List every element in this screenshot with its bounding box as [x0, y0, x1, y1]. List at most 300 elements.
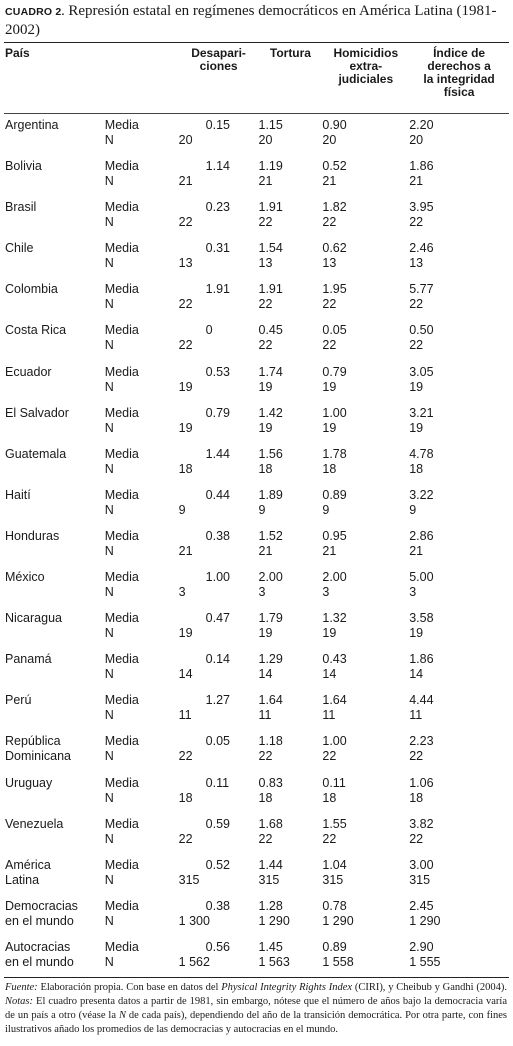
table-row	[4, 402, 509, 443]
mean-value: 1.04	[322, 857, 347, 872]
mean-value: 0.38	[205, 528, 230, 543]
mean-value: 1.18	[258, 734, 283, 749]
mean-value: 1.91	[258, 200, 283, 215]
header-tortura: Tortura	[269, 46, 311, 60]
value-cell	[322, 734, 409, 771]
n-value: 22	[258, 831, 273, 846]
stat-label-n: N	[104, 913, 114, 928]
mean-value: 1.91	[205, 282, 230, 297]
n-value: 22	[322, 215, 337, 230]
stat-label-n: N	[104, 543, 114, 558]
value-cell	[179, 323, 259, 360]
value-cell	[322, 488, 409, 525]
stat-label-mean: Media	[104, 939, 139, 954]
value-cell	[259, 159, 323, 196]
mean-value: 1.95	[322, 282, 347, 297]
value-cell	[322, 858, 409, 895]
stat-label-mean: Media	[104, 611, 139, 626]
stat-label-n: N	[104, 502, 114, 517]
n-value: 1 290	[258, 913, 290, 928]
stat-labels	[105, 776, 179, 813]
country-name: El Salvador	[5, 405, 69, 420]
n-value: 13	[178, 256, 193, 271]
mean-value: 5.00	[409, 570, 434, 585]
value-cell	[409, 570, 509, 607]
table-row	[4, 278, 509, 319]
value-cell	[259, 652, 323, 689]
n-value: 22	[258, 749, 273, 764]
mean-value: 3.82	[409, 816, 434, 831]
value-cell	[179, 776, 259, 813]
mean-value: 2.00	[258, 570, 283, 585]
value-cell	[179, 241, 259, 278]
mean-value: 0.83	[258, 775, 283, 790]
value-cell	[322, 323, 409, 360]
n-value: 22	[409, 297, 424, 312]
country-name: México	[5, 570, 45, 585]
stat-label-mean: Media	[104, 898, 139, 913]
country-name: Chile	[5, 241, 34, 256]
n-value: 19	[258, 379, 273, 394]
n-value: 22	[178, 831, 193, 846]
value-cell	[409, 200, 509, 237]
value-cell	[409, 652, 509, 689]
value-cell	[259, 611, 323, 648]
stat-label-mean: Media	[104, 487, 139, 502]
mean-value: 0.79	[205, 405, 230, 420]
n-value: 20	[409, 133, 424, 147]
country-name: Autocracias en el mundo	[5, 939, 74, 969]
stat-label-n: N	[104, 297, 114, 312]
n-value: 19	[322, 420, 337, 435]
stat-labels	[105, 241, 179, 278]
value-cell	[179, 529, 259, 566]
n-value: 11	[258, 708, 272, 723]
value-cell	[179, 200, 259, 237]
value-cell	[409, 488, 509, 525]
country-name: Brasil	[5, 200, 37, 215]
value-cell	[409, 118, 509, 155]
mean-value: 1.68	[258, 816, 283, 831]
value-cell	[179, 447, 259, 484]
n-value: 19	[178, 420, 193, 435]
n-value: 20	[258, 133, 273, 147]
stat-label-n: N	[104, 379, 114, 394]
stat-label-mean: Media	[104, 323, 139, 338]
n-value: 21	[322, 543, 337, 558]
value-cell	[409, 940, 509, 977]
value-cell	[259, 899, 323, 936]
value-cell	[259, 693, 323, 730]
mean-value: 1.00	[322, 405, 347, 420]
mean-value: 1.54	[258, 241, 283, 256]
mean-value: 0.43	[322, 652, 347, 667]
table-row	[4, 361, 509, 402]
stat-labels	[105, 488, 179, 525]
mean-value: 0.53	[205, 364, 230, 379]
stat-labels	[105, 734, 179, 771]
value-cell	[259, 776, 323, 813]
value-cell	[179, 734, 259, 771]
country-name: Uruguay	[5, 775, 53, 790]
stat-labels	[105, 365, 179, 402]
n-value: 9	[409, 502, 417, 517]
bottom-rule	[4, 977, 509, 978]
value-cell	[179, 693, 259, 730]
mean-value: 0.05	[205, 734, 230, 749]
n-value: 22	[178, 215, 193, 230]
mean-value: 3.58	[409, 611, 434, 626]
value-cell	[409, 817, 509, 854]
n-value: 22	[258, 215, 273, 230]
mean-value: 1.78	[322, 446, 347, 461]
mean-value: 0.56	[205, 939, 230, 954]
mean-value: 0.62	[322, 241, 347, 256]
n-value: 3	[258, 585, 266, 600]
n-value: 22	[178, 297, 193, 312]
stat-label-n: N	[104, 174, 114, 189]
n-value: 18	[178, 461, 193, 476]
n-value: 14	[178, 667, 193, 682]
stat-labels	[105, 406, 179, 443]
mean-value: 0.50	[409, 323, 434, 338]
mean-value: 2.45	[409, 898, 434, 913]
mean-value: 1.42	[258, 405, 283, 420]
table-row	[4, 936, 509, 977]
value-cell	[322, 406, 409, 443]
value-cell	[409, 693, 509, 730]
n-value: 22	[178, 338, 193, 353]
mean-value: 0.11	[322, 775, 346, 790]
stat-labels	[105, 447, 179, 484]
n-value: 11	[409, 708, 423, 723]
n-value: 21	[322, 174, 337, 189]
stat-label-mean: Media	[104, 857, 139, 872]
mean-value: 0.89	[322, 939, 347, 954]
mean-value: 1.27	[205, 693, 230, 708]
value-cell	[409, 899, 509, 936]
value-cell	[322, 776, 409, 813]
value-cell	[259, 858, 323, 895]
mean-value: 1.86	[409, 652, 434, 667]
value-cell	[322, 899, 409, 936]
table-title-text: Represión estatal en regímenes democráticos en América Latina (1981-2002)	[5, 3, 497, 38]
country-name: Venezuela	[5, 816, 64, 831]
stat-label-mean: Media	[104, 405, 139, 420]
mean-value: 0.23	[205, 200, 230, 215]
mean-value: 3.05	[409, 364, 434, 379]
n-value: 13	[258, 256, 273, 271]
n-value: 1 290	[322, 913, 354, 928]
n-value: 22	[322, 831, 337, 846]
mean-value: 4.78	[409, 446, 434, 461]
country-name: Guatemala	[5, 446, 67, 461]
n-value: 18	[409, 790, 424, 805]
stat-label-n: N	[104, 215, 114, 230]
table-row	[4, 813, 509, 854]
mean-value: 2.00	[322, 570, 347, 585]
n-value: 14	[258, 667, 273, 682]
mean-value: 1.45	[258, 939, 283, 954]
n-value: 1 563	[258, 954, 290, 969]
mean-value: 1.74	[258, 364, 283, 379]
value-cell	[259, 118, 323, 155]
n-value: 22	[409, 749, 424, 764]
mean-value: 0.89	[322, 487, 347, 502]
stat-labels	[105, 817, 179, 854]
stat-label-mean: Media	[104, 200, 139, 215]
stat-labels	[105, 899, 179, 936]
stat-labels	[105, 529, 179, 566]
mean-value: 1.89	[258, 487, 283, 502]
mean-value: 3.21	[409, 405, 434, 420]
table-row	[4, 895, 509, 936]
table-row	[4, 730, 509, 771]
value-cell	[322, 529, 409, 566]
mean-value: 2.46	[409, 241, 434, 256]
value-cell	[409, 365, 509, 402]
table-header	[4, 43, 509, 113]
n-value: 9	[258, 502, 266, 517]
n-value: 1 558	[322, 954, 354, 969]
mean-value: 4.44	[409, 693, 434, 708]
n-value: 18	[322, 461, 337, 476]
country-name: Honduras	[5, 528, 60, 543]
value-cell	[409, 734, 509, 771]
footnote: Fuente: Elaboración propia. Con base en datos del Physical Integrity Rights Index (CIRI), y Cheibub y Gandhi (2004). Notas: El cuadro presenta datos a partir de 1981, sin embargo, nótese que el número de años bajo la democracia varía de un país a otro (véase la N de cada país), dependiendo del año de la transición democrática. Por otra parte, con fines ilustrativos añado los promedios de las democracias y autocracias en el mundo.	[5, 981, 507, 1035]
value-cell	[322, 611, 409, 648]
mean-value: 1.79	[258, 611, 283, 626]
table-row	[4, 772, 509, 813]
value-cell	[322, 159, 409, 196]
header-homicidios: Homicidios extra- judiciales	[333, 46, 399, 86]
value-cell	[259, 282, 323, 319]
mean-value: 3.00	[409, 857, 434, 872]
mean-value: 5.77	[409, 282, 434, 297]
n-value: 19	[409, 626, 424, 641]
mean-value: 1.14	[205, 159, 230, 174]
stat-label-n: N	[104, 420, 114, 435]
n-value: 22	[409, 831, 424, 846]
value-cell	[259, 488, 323, 525]
stat-labels	[105, 159, 179, 196]
mean-value: 1.52	[258, 528, 283, 543]
n-value: 22	[409, 338, 424, 353]
stat-labels	[105, 323, 179, 360]
value-cell	[179, 118, 259, 155]
value-cell	[409, 858, 509, 895]
stat-label-n: N	[104, 872, 114, 887]
table-body	[4, 114, 509, 977]
mean-value: 0.52	[322, 159, 347, 174]
stat-label-mean: Media	[104, 159, 139, 174]
value-cell	[259, 734, 323, 771]
n-value: 19	[258, 420, 273, 435]
mean-value: 0.38	[205, 898, 230, 913]
value-cell	[179, 940, 259, 977]
country-name: Nicaragua	[5, 611, 62, 626]
n-value: 18	[409, 461, 424, 476]
value-cell	[259, 365, 323, 402]
mean-value: 2.23	[409, 734, 434, 749]
stat-labels	[105, 940, 179, 977]
n-value: 22	[258, 297, 273, 312]
value-cell	[259, 817, 323, 854]
n-value: 1 562	[178, 954, 210, 969]
document-page	[4, 0, 509, 1037]
table-title	[4, 2, 509, 39]
mean-value: 0.90	[322, 118, 347, 132]
mean-value: 1.44	[258, 857, 283, 872]
n-value: 22	[322, 338, 337, 353]
value-cell	[259, 447, 323, 484]
value-cell	[259, 529, 323, 566]
n-value: 18	[258, 790, 273, 805]
value-cell	[179, 817, 259, 854]
stat-labels	[105, 693, 179, 730]
table-row	[4, 566, 509, 607]
n-value: 19	[322, 626, 337, 641]
value-cell	[409, 406, 509, 443]
n-value: 21	[178, 543, 193, 558]
table-row	[4, 443, 509, 484]
n-value: 22	[258, 338, 273, 353]
mean-value: 0.11	[205, 775, 230, 790]
n-value: 18	[322, 790, 337, 805]
stat-label-n: N	[104, 831, 114, 846]
n-value: 21	[258, 174, 273, 189]
value-cell	[179, 365, 259, 402]
mean-value: 1.82	[322, 200, 347, 215]
footnote-fuente-label: Fuente:	[5, 981, 38, 993]
n-value: 22	[322, 297, 337, 312]
mean-value: 1.55	[322, 816, 347, 831]
stat-label-mean: Media	[104, 816, 139, 831]
table-row	[4, 114, 509, 155]
n-value: 11	[322, 708, 336, 723]
stat-label-n: N	[104, 749, 114, 764]
mean-value: 1.00	[322, 734, 347, 749]
stat-label-n: N	[104, 708, 114, 723]
mean-value: 0.59	[205, 816, 230, 831]
value-cell	[409, 282, 509, 319]
mean-value: 0.95	[322, 528, 347, 543]
value-cell	[322, 570, 409, 607]
stat-label-n: N	[104, 790, 114, 805]
stat-label-n: N	[104, 585, 114, 600]
value-cell	[179, 858, 259, 895]
mean-value: 1.91	[258, 282, 283, 297]
value-cell	[179, 159, 259, 196]
value-cell	[322, 817, 409, 854]
value-cell	[322, 282, 409, 319]
footnote-notas-label: Notas:	[5, 995, 34, 1007]
value-cell	[409, 529, 509, 566]
stat-labels	[105, 282, 179, 319]
stat-label-n: N	[104, 667, 114, 682]
mean-value: 1.28	[258, 898, 283, 913]
n-value: 21	[258, 543, 273, 558]
value-cell	[179, 899, 259, 936]
mean-value: 1.32	[322, 611, 347, 626]
n-value: 1 290	[409, 913, 441, 928]
value-cell	[322, 447, 409, 484]
value-cell	[322, 241, 409, 278]
n-value: 14	[409, 667, 424, 682]
value-cell	[259, 200, 323, 237]
n-value: 3	[322, 585, 330, 600]
n-value: 19	[409, 379, 424, 394]
n-value: 22	[322, 749, 337, 764]
mean-value: 3.22	[409, 487, 434, 502]
n-value: 18	[178, 790, 193, 805]
value-cell	[179, 406, 259, 443]
table-row	[4, 689, 509, 730]
mean-value: 0.79	[322, 364, 347, 379]
mean-value: 1.44	[205, 446, 230, 461]
mean-value: 2.20	[409, 118, 434, 132]
country-name: Colombia	[5, 282, 58, 297]
n-value: 1 300	[178, 913, 210, 928]
n-value: 13	[409, 256, 424, 271]
n-value: 13	[322, 256, 337, 271]
country-name: Perú	[5, 693, 32, 708]
mean-value: 0	[205, 323, 213, 338]
mean-value: 1.06	[409, 775, 434, 790]
value-cell	[179, 611, 259, 648]
table-row	[4, 484, 509, 525]
n-value: 315	[258, 872, 280, 887]
mean-value: 1.19	[258, 159, 283, 174]
n-value: 14	[322, 667, 337, 682]
stat-label-mean: Media	[104, 446, 139, 461]
value-cell	[259, 241, 323, 278]
n-value: 22	[178, 749, 193, 764]
stat-label-n: N	[104, 338, 114, 353]
stat-labels	[105, 611, 179, 648]
mean-value: 0.05	[322, 323, 347, 338]
value-cell	[322, 365, 409, 402]
stat-label-n: N	[104, 256, 114, 271]
n-value: 19	[178, 379, 193, 394]
mean-value: 0.78	[322, 898, 347, 913]
table-row	[4, 319, 509, 360]
mean-value: 1.64	[258, 693, 283, 708]
mean-value: 0.47	[205, 611, 230, 626]
table-label: CUADRO 2.	[5, 6, 65, 18]
mean-value: 1.00	[205, 570, 230, 585]
mean-value: 0.44	[205, 487, 230, 502]
n-value: 18	[258, 461, 273, 476]
value-cell	[259, 323, 323, 360]
n-value: 315	[409, 872, 431, 887]
country-name: Costa Rica	[5, 323, 67, 338]
stat-label-mean: Media	[104, 118, 139, 132]
value-cell	[179, 282, 259, 319]
n-value: 19	[409, 420, 424, 435]
n-value: 11	[178, 708, 192, 723]
value-cell	[409, 159, 509, 196]
stat-label-mean: Media	[104, 775, 139, 790]
value-cell	[409, 611, 509, 648]
mean-value: 2.90	[409, 939, 434, 954]
stat-label-mean: Media	[104, 282, 139, 297]
stat-label-n: N	[104, 461, 114, 476]
n-value: 9	[322, 502, 330, 517]
stat-labels	[105, 570, 179, 607]
n-value: 1 555	[409, 954, 441, 969]
value-cell	[322, 200, 409, 237]
